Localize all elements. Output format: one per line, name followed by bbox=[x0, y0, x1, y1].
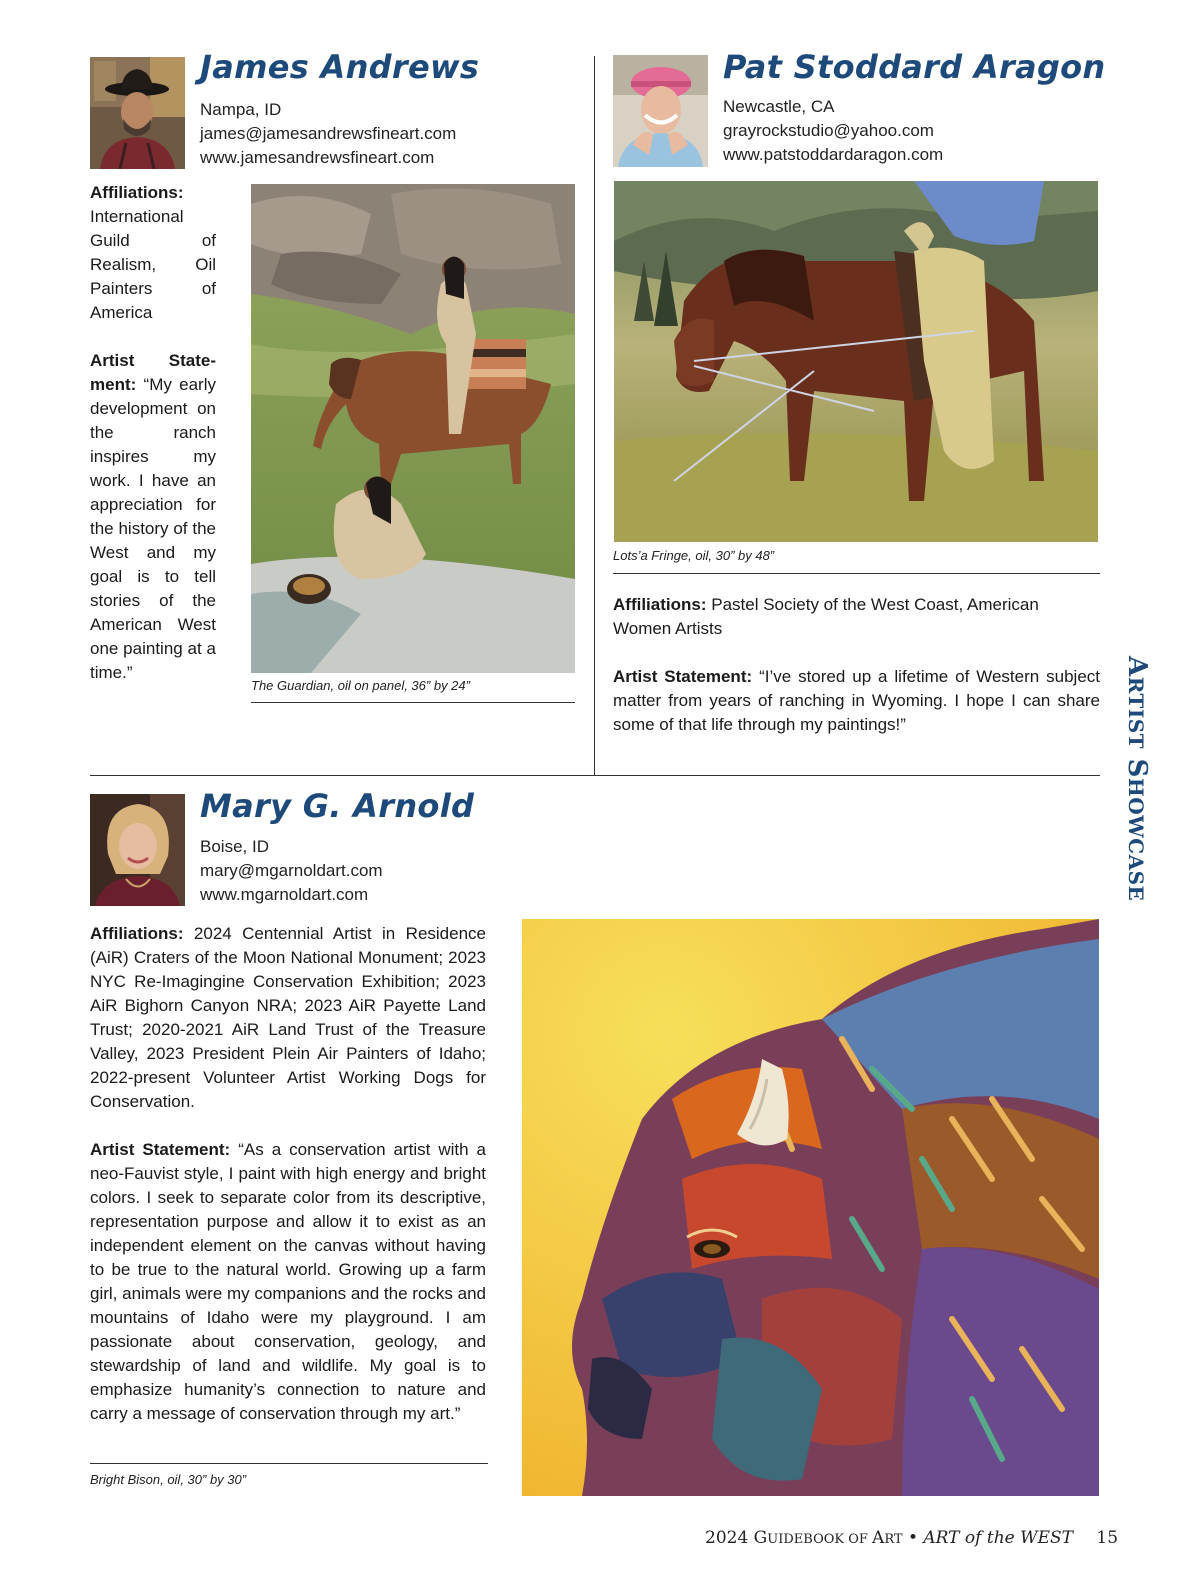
page-number: 15 bbox=[1096, 1528, 1119, 1548]
artist-name-james-andrews: James Andrews bbox=[200, 48, 480, 86]
affiliations-paragraph bbox=[90, 181, 216, 325]
footer-magazine-title: ART of the WEST bbox=[923, 1528, 1073, 1548]
affiliations-paragraph bbox=[90, 922, 486, 1114]
mary-g-arnold-portrait bbox=[90, 794, 185, 906]
mary-g-arnold-text-column bbox=[90, 922, 486, 1426]
affiliations-label: Affiliations: bbox=[90, 924, 184, 943]
affiliations-text: 2024 Centennial Artist in Residence (AiR) Craters of the Moon National Monument; 2023 NYC Re-Imagingine Conservation Exhibition; 2023 AiR Bighorn Canyon NRA; 2023 AiR Payette Land Trust; 2020-2021 AiR Land Trust of the Treasure Valley, 2023 President Plein Air Painters of Idaho; 2022-present Volunteer Artist Working Dogs for Conservation. bbox=[90, 924, 486, 1111]
contact-block-james-andrews bbox=[200, 98, 456, 170]
pat-stoddard-aragon-text-column bbox=[613, 593, 1100, 737]
artist-name-pat-stoddard-aragon: Pat Stoddard Aragon bbox=[723, 48, 1106, 86]
artist-email[interactable]: james@jamesandrewsfineart.com bbox=[200, 124, 457, 143]
artist-website[interactable]: www.patstoddardaragon.com bbox=[723, 145, 944, 164]
statement-label: Artist Statement: bbox=[90, 1140, 231, 1159]
pat-stoddard-aragon-portrait bbox=[613, 55, 708, 167]
statement-paragraph bbox=[613, 665, 1100, 737]
column-divider bbox=[594, 56, 595, 776]
affiliations-text: International Guild of Realism, Oil Painters of America bbox=[90, 207, 216, 322]
contact-block-mary-g-arnold bbox=[200, 835, 383, 907]
page-footer bbox=[705, 1528, 1118, 1548]
footer-bullet: • bbox=[907, 1528, 918, 1548]
affiliations-text: Pastel Society of the West Coast, American Women Artists bbox=[613, 595, 1039, 638]
caption-lots-a-fringe: Lots’a Fringe, oil, 30” by 48” bbox=[613, 548, 775, 563]
artist-location: Nampa, ID bbox=[200, 100, 282, 119]
artist-name-mary-g-arnold: Mary G. Arnold bbox=[200, 787, 475, 825]
artist-website[interactable]: www.mgarnoldart.com bbox=[200, 885, 369, 904]
james-andrews-text-column bbox=[90, 181, 216, 685]
affiliations-label: Affiliations: bbox=[613, 595, 707, 614]
artist-location: Newcastle, CA bbox=[723, 97, 835, 116]
painting-the-guardian bbox=[251, 184, 575, 673]
artist-email[interactable]: mary@mgarnoldart.com bbox=[200, 861, 383, 880]
painting-bright-bison bbox=[522, 919, 1099, 1496]
affiliations-label: Affiliations: bbox=[90, 183, 184, 202]
caption-rule bbox=[90, 1463, 488, 1464]
statement-label: Artist Statement: bbox=[613, 667, 753, 686]
footer-guidebook: GUIDEBOOK OF ART bbox=[753, 1528, 903, 1548]
painting-lots-a-fringe bbox=[614, 181, 1098, 542]
caption-the-guardian: The Guardian, oil on panel, 36” by 24” bbox=[251, 678, 470, 693]
statement-text: “My early development on the ranch inspires my work. I have an appreciation for the history of the West and my goal is to tell stories of the American West one painting at a time.” bbox=[90, 375, 216, 682]
contact-block-pat-stoddard-aragon bbox=[723, 95, 943, 167]
statement-paragraph bbox=[90, 1138, 486, 1426]
affiliations-paragraph bbox=[613, 593, 1100, 641]
james-andrews-portrait bbox=[90, 57, 185, 169]
caption-bright-bison: Bright Bison, oil, 30” by 30” bbox=[90, 1472, 247, 1487]
statement-text: “I’ve stored up a lifetime of Western subject matter from years of ranching in Wyoming. I hope I can share some of that life through my paintings!” bbox=[613, 667, 1100, 734]
statement-label: Artist State-ment: bbox=[90, 351, 216, 394]
statement-paragraph bbox=[90, 349, 216, 685]
footer-year: 2024 bbox=[705, 1528, 749, 1548]
caption-rule bbox=[251, 702, 575, 703]
section-divider bbox=[90, 775, 1100, 776]
artist-email[interactable]: grayrockstudio@yahoo.com bbox=[723, 121, 934, 140]
artist-website[interactable]: www.jamesandrewsfineart.com bbox=[200, 148, 435, 167]
artist-location: Boise, ID bbox=[200, 837, 269, 856]
statement-text: “As a conservation artist with a neo-Fauvist style, I paint with high energy and bright colors. I seek to separate color from its descriptive, representation purpose and allow it to exist as an independent element on the canvas without having to be true to the natural world. Growing up a farm girl, animals were my companions and the rocks and mountains of Idaho were my playground. I am passionate about conservation, geology, and stewardship of land and wildlife. My goal is to emphasize humanity’s connection to nature and carry a message of conservation through my art.” bbox=[90, 1140, 486, 1423]
caption-rule bbox=[613, 573, 1100, 574]
section-title-artist-showcase: ARTIST SHOWCASE bbox=[1122, 656, 1152, 902]
